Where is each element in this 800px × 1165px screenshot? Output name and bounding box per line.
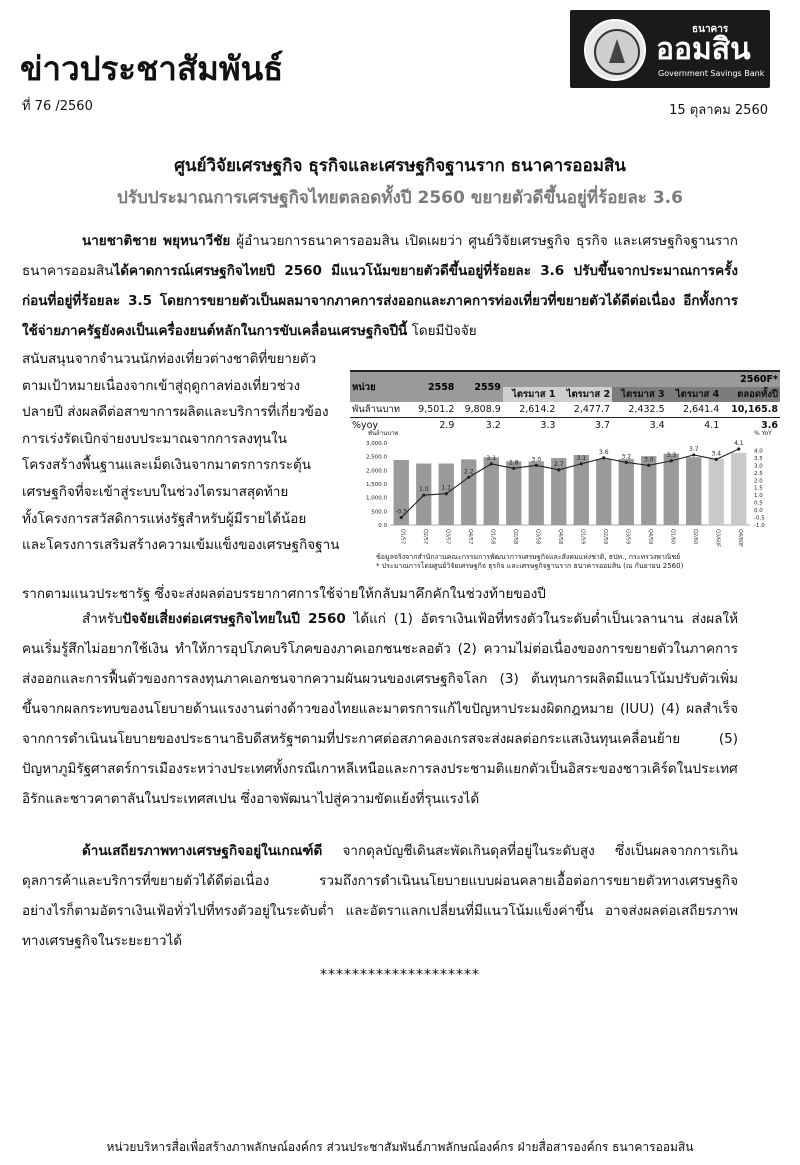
table-col-header: ตลอดทั้งปี [721,387,780,402]
chart-source: ข้อมูลจริงจากสำนักงานคณะกรรมการพัฒนาการเศรษฐกิจและสังคมแห่งชาติ, ธปท., กระทรวงพาณิชย์ [376,553,681,561]
table-cell: 2,432.5 [628,404,665,415]
p1-tail: โดยมีปัจจัย [407,323,477,339]
table-row-label: %yoy [352,420,379,431]
table-row-label: พันล้านบาท [352,404,401,415]
subheadline: ปรับประมาณการเศรษฐกิจไทยตลอดทั้งปี 2560 ขยายตัวดีขึ้นอยู่ที่ร้อยละ 3.6 [117,188,683,208]
chart-data-label: 3.1 [576,454,587,462]
document-date: 15 ตุลาคม 2560 [669,103,768,118]
wrap-line: เศรษฐกิจที่จะเข้าสู่ระบบในช่วงไตรมาสสุดท้าย [22,483,289,500]
chart-bar [596,459,611,525]
x-tick-label: Q4/57 [466,529,473,545]
table-col-header: 2559 [456,371,502,402]
left-tick-label: 2,500.0 [366,454,387,461]
chart-data-label: 3.0 [643,456,654,464]
yoy-point [737,447,740,450]
left-tick-label: 3,000.0 [366,441,387,447]
table-cell: 9,808.9 [464,404,501,415]
yoy-point [602,456,605,459]
table-col-header: ไตรมาส 2 [557,387,612,402]
table-cell: 9,501.2 [418,404,455,415]
yoy-point [715,458,718,461]
yoy-point [512,467,515,470]
right-tick-label: 2.0 [754,478,763,485]
table-cell: 2.9 [439,420,455,431]
table-cell: 2,641.4 [683,404,720,415]
table-group-header: 2560F* [503,371,780,387]
chart-data-label: 2.8 [508,459,519,467]
wrap-line: ตามเป้าหมายเนื่องจากเข้าสู่ฤดูกาลท่องเที่ยวช่วง [22,377,301,394]
chart-data-label: 3.7 [688,445,699,453]
left-tick-label: 0.0 [378,523,387,529]
chart-bar [506,461,521,525]
chart-bar [709,459,724,525]
chart-data-label: 1.0 [418,486,429,494]
wrap-line: การเร่งรัดเบิกจ่ายงบประมาณจากการลงทุนใน [22,430,287,447]
p2-text: ได้แก่ (1) อัตราเงินเฟ้อที่ทรงตัวในระดับต่ำเป็นเวลานาน ส่งผลให้คนเริ่มรู้สึกไม่อยากใช้เงิน ทำให้การอุปโภคบริโภคของภาคเอกชนชะลอตัว (2) ความไม่ต่อเนื่องของการขยายตัวในภาคการส่งออกและการฟื้นตัวของการลงทุนภาคเอกชนจากความผันผวนของเศรษฐกิจโลก (3) ต้นทุนการผลิตมีแนวโน้มปรับตัวเพิ่มขึ้นจากผลกระทบของนโยบายด้านแรงงานต่างด้าวของไทยและมาตรการแก้ไขปัญหาประมงผิดกฎหมาย (IUU) (4) ผลสำเร็จจากการดำเนินนโยบายของประธานาธิบดีสหรัฐฯตามที่ประกาศต่อสภาคองเกรสจะส่งผลต่อกระแสเงินทุนเคลื่อนย้าย (5) ปัญหาภูมิรัฐศาสตร์การเมืองระหว่างประเทศทั้งกรณีเกาหลีเหนือและการลงประชามติแยกตัวเป็นอิสระของชาวเคิร์ดในประเทศอิรักและชาวคาตาลันในประเทศสเปน ซึ่งอาจพัฒนาไปสู่ความขัดแย้งที่รุนแรงได้ [22,611,738,807]
wrap-line: สนับสนุนจากจำนวนนักท่องเที่ยวต่างชาติที่ขยายตัว [22,351,317,367]
right-axis-label: % YoY [754,430,772,437]
paragraph-2 [22,604,738,814]
paragraph-1 [22,226,738,346]
table-col-header: ไตรมาส 4 [667,387,722,402]
x-tick-label: Q1/60 [669,529,676,545]
right-tick-label: -1.0 [754,523,765,529]
table-cell: 3.4 [649,420,665,431]
left-tick-label: 500.0 [371,509,387,516]
left-axis-label: พันล้านบาท [368,430,399,437]
yoy-point [580,462,583,465]
headline: ศูนย์วิจัยเศรษฐกิจ ธุรกิจและเศรษฐกิจฐานราก ธนาคารออมสิน [174,156,626,176]
gdp-chart [350,425,780,555]
paragraph-3 [22,836,738,956]
paragraph-1-wrap [22,346,344,559]
logo-name: ออมสิน [656,32,751,67]
right-tick-label: 3.5 [754,455,763,462]
chart-data-label: 2.7 [553,460,564,468]
p3-heading: ด้านเสถียรภาพทางเศรษฐกิจอยู่ในเกณฑ์ดี [82,843,323,859]
yoy-point [670,459,673,462]
footer: หน่วยบริหารสื่อเพื่อสร้างภาพลักษณ์องค์กร ส่วนประชาสัมพันธ์ภาพลักษณ์องค์กร ฝ่ายสื่อสารองค์กร ธนาคารออมสิน [106,1140,694,1154]
yoy-point [647,464,650,467]
document-number: ที่ 76 /2560 [22,99,93,114]
yoy-point [625,461,628,464]
chart-data-label: -0.5 [395,508,408,516]
table-cell: 2,477.7 [573,404,611,415]
wrap-line: ทั้งโครงการสวัสดิการแห่งรัฐสำหรับผู้มีรายได้น้อย [22,510,307,527]
chart-bar [619,459,634,525]
chart-data-label: 4.1 [733,439,744,447]
x-tick-label: Q4/58 [556,529,563,545]
logo-english: Government Savings Bank [658,69,765,78]
x-tick-label: Q3/60F [714,529,721,548]
logo-small-text: ธนาคาร [692,24,729,35]
gsb-seal-icon [584,19,646,81]
table-cell: 3.3 [540,420,556,431]
p1-name: นายชาติชาย พยุหนาวีชัย [82,233,231,249]
x-tick-label: Q2/58 [511,529,518,545]
page-title: ข่าวประชาสัมพันธ์ [20,49,284,88]
right-tick-label: 0.0 [754,508,763,515]
chart-bar [731,453,746,525]
yoy-point [422,494,425,497]
wrap-line: และโครงการเสริมสร้างความเข้มแข็งของเศรษฐกิจฐาน [22,537,340,554]
x-tick-label: Q1/57 [399,529,406,545]
table-col-header: ไตรมาส 3 [612,387,667,402]
x-tick-label: Q1/59 [579,529,586,545]
wrap-line: ปลายปี ส่งผลดีต่อสาขาการผลิตและบริการที่เกี่ยวข้อง [22,404,329,421]
chart-data-label: 3.6 [598,448,609,456]
p1-forecast: ได้คาดการณ์เศรษฐกิจไทยปี 2560 มีแนวโน้มขยายตัวดีขึ้นอยู่ที่ร้อยละ 3.6 ปรับขึ้นจากประมาณการครั้งก่อนที่อยู่ที่ร้อยละ 3.5 โดยการขยายตัวเป็นผลมาจากภาคการส่งออกและภาคการท่องเที่ยวที่ขยายตัวได้ดีต่อเนื่อง อีกทั้งการใช้จ่ายภาครัฐยังคงเป็นเครื่องยนต์หลักในการขับเคลื่อนเศรษฐกิจปีนี้ [22,263,738,339]
x-tick-label: Q2/59 [601,529,608,545]
right-tick-label: 3.0 [754,463,763,470]
left-tick-label: 2,000.0 [366,468,387,475]
yoy-point [490,462,493,465]
right-tick-label: 1.5 [754,485,763,492]
x-tick-label: Q3/58 [534,529,541,545]
right-tick-label: 0.5 [754,500,763,507]
table-cell: 3.2 [485,420,501,431]
p2-risk-heading: ปัจจัยเสี่ยงต่อเศรษฐกิจไทยในปี 2560 [122,611,346,627]
right-tick-label: -0.5 [754,515,765,522]
table-unit-header: หน่วย [350,371,410,402]
right-tick-label: 1.0 [754,493,763,500]
gdp-table [350,370,780,433]
chart-bar [686,457,701,525]
chart-data-label: 2.2 [463,468,474,476]
x-tick-label: Q2/60 [691,529,698,545]
x-tick-label: Q3/57 [444,529,451,545]
x-tick-label: Q4/60F [736,529,743,548]
x-tick-label: Q2/57 [421,529,428,545]
right-tick-label: 2.5 [754,470,763,477]
table-cell: 10,165.8 [731,404,778,415]
table-cell: 3.7 [594,420,611,431]
table-col-header: 2558 [410,371,456,402]
p2-lead: สำหรับ [82,611,123,627]
yoy-point [535,464,538,467]
wrap-line: โครงสร้างพื้นฐานและเม็ดเงินจากมาตรการกระตุ้น [22,457,311,474]
p3-text: จากดุลบัญชีเดินสะพัดเกินดุลที่อยู่ในระดับสูง ซึ่งเป็นผลจากการเกินดุลการค้าและบริการที่ขยายตัวได้ดีต่อเนื่อง รวมถึงการดำเนินนโยบายแบบผ่อนคลายเอื้อต่อการขยายตัวทางเศรษฐกิจ อย่างไรก็ตามอัตราเงินเฟ้อทั่วไปที่ทรงตัวอยู่ในระดับต่ำ และอัตราแลกเปลี่ยนที่มีแนวโน้มแข็งค่าขึ้น อาจส่งผลต่อเสถียรภาพทางเศรษฐกิจในระยะยาวได้ [22,843,738,949]
chart-data-label: 1.1 [441,484,452,492]
x-tick-label: Q4/59 [646,529,653,545]
table-row [350,402,780,418]
chart-bar [529,461,544,525]
yoy-point [445,492,448,495]
yoy-point [557,468,560,471]
table-cell: 4.1 [704,420,720,431]
x-tick-label: Q3/59 [624,529,631,545]
yoy-point [467,476,470,479]
chart-bar [664,451,679,525]
table-cell: 2,614.2 [519,404,556,415]
left-tick-label: 1,000.0 [366,495,387,502]
chart-data-label: 3.3 [666,451,677,459]
chart-data-label: 3.4 [711,450,722,458]
yoy-point [692,453,695,456]
p1-text: ผู้อำนวยการธนาคารออมสิน เปิดเผยว่า ศูนย์วิจัยเศรษฐกิจ ธุรกิจ และเศรษฐกิจฐานราก ธนาคารออมสิน [22,233,738,279]
table-cell: 3.6 [761,420,778,431]
chart-data-label: 3.0 [531,456,542,464]
chart-note: * ประมาณการโดยศูนย์วิจัยเศรษฐกิจ ธุรกิจ และเศรษฐกิจฐานราก ธนาคารออมสิน (ณ กันยายน 2560) [376,562,684,570]
table-col-header: ไตรมาส 1 [503,387,558,402]
chart-data-label: 3.1 [486,454,497,462]
yoy-point [400,516,403,519]
paragraph-1-end: รากตามแนวประชารัฐ ซึ่งจะส่งผลต่อบรรยากาศการใช้จ่ายให้กลับมาคึกคักในช่วงท้ายของปี [22,586,546,602]
chart-data-label: 3.2 [621,453,632,461]
x-tick-label: Q1/58 [489,529,496,545]
right-tick-label: 4.0 [754,448,763,455]
end-stars: ******************** [320,967,480,983]
gsb-logo [570,10,770,88]
left-tick-label: 1,500.0 [366,482,387,488]
